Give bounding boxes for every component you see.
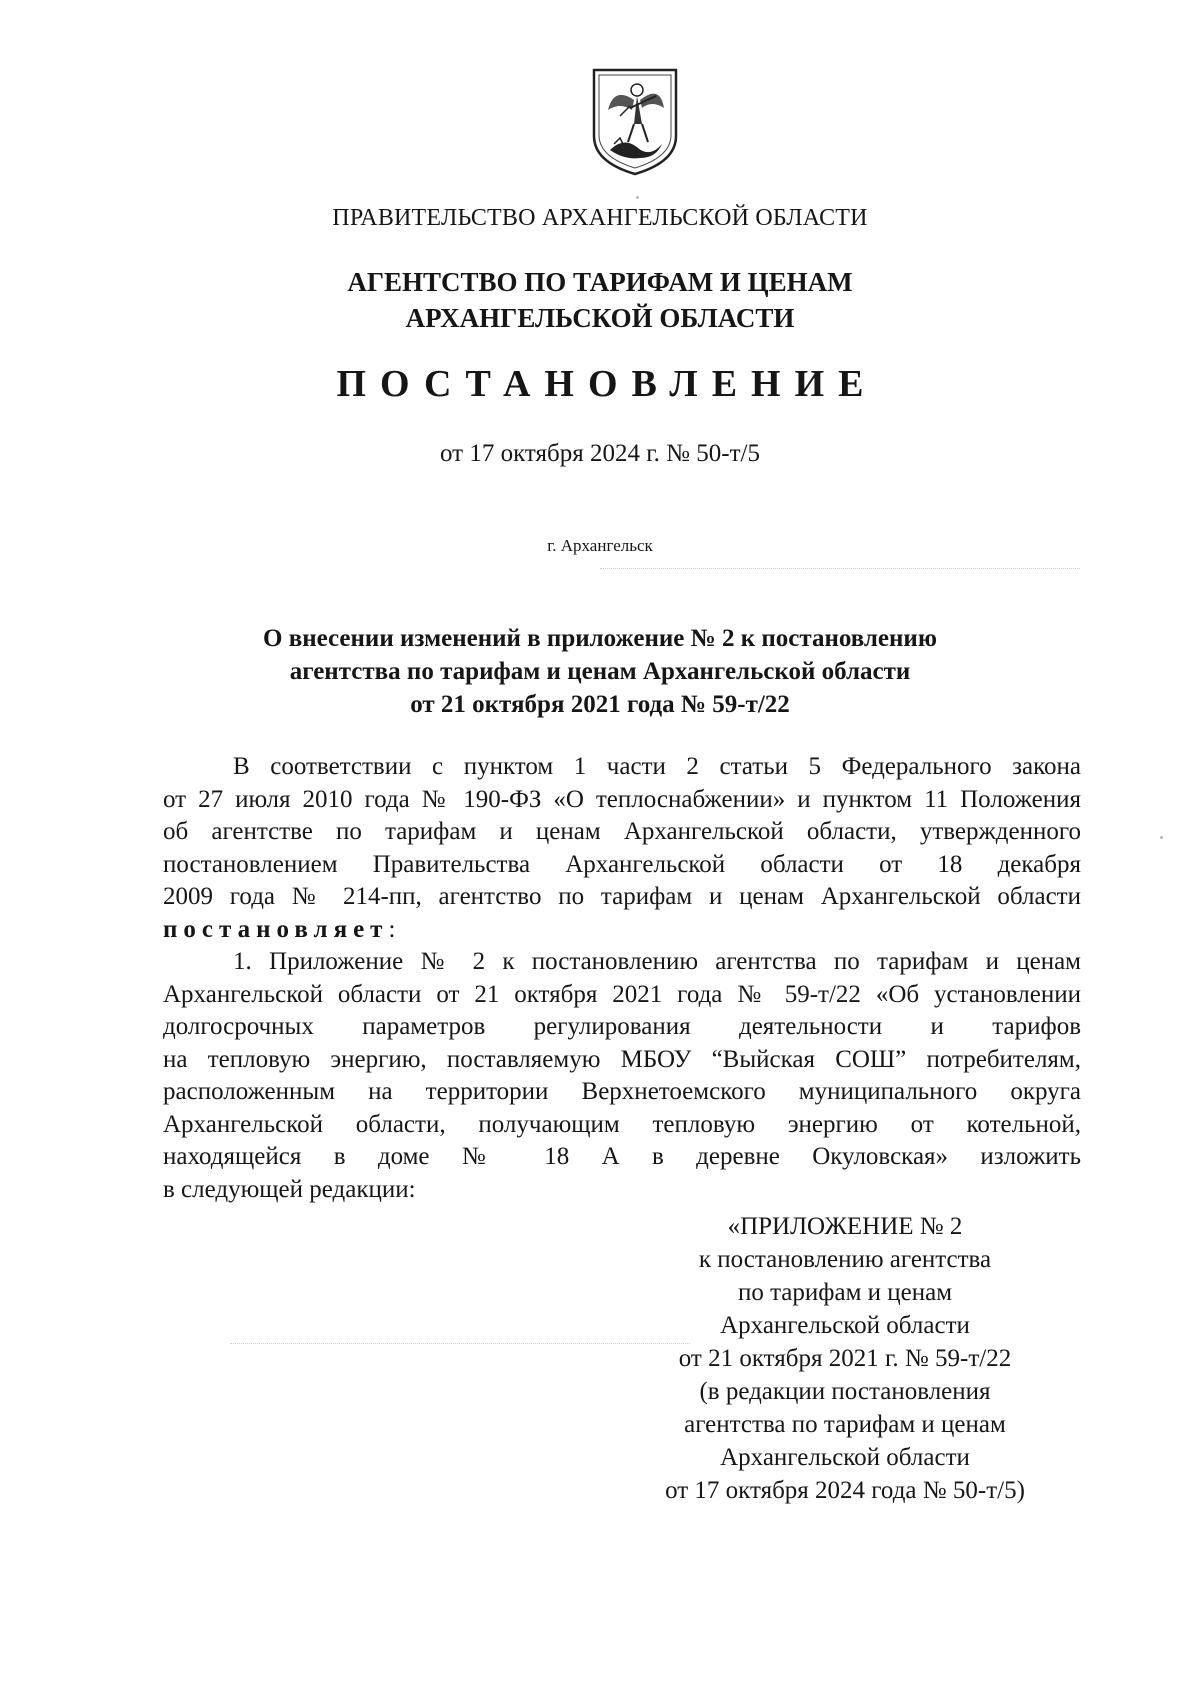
appendix-line: агентства по тарифам и ценам xyxy=(684,1411,1006,1438)
body-line: 2009 года № 214-пп, агентство по тарифам и ценам Архангельской области xyxy=(163,883,1081,910)
document-date-number: от 17 октября 2024 г. № 50-т/5 xyxy=(440,440,760,467)
body-line xyxy=(163,946,1081,979)
subject-line: от 21 октября 2021 года № 59-т/22 xyxy=(410,691,790,718)
body-line: постановлением Правительства Архангельской области от 18 декабря xyxy=(163,850,1081,878)
document-city: г. Архангельск xyxy=(547,536,653,555)
scan-speck xyxy=(1160,836,1163,839)
body-line: об агентстве по тарифам и ценам Архангельской области, утвержденного xyxy=(163,818,1081,845)
appendix-line: «ПРИЛОЖЕНИЕ № 2 xyxy=(727,1213,963,1240)
scan-speck xyxy=(636,196,639,199)
appendix-line: к постановлению агентства xyxy=(698,1246,992,1273)
government-title: ПРАВИТЕЛЬСТВО АРХАНГЕЛЬСКОЙ ОБЛАСТИ xyxy=(332,205,868,231)
appendix-line: Архангельской области xyxy=(720,1444,970,1471)
document-body xyxy=(163,751,1081,1206)
decides-colon: : xyxy=(388,915,396,943)
appendix-line: от 21 октября 2021 г. № 59-т/22 xyxy=(678,1345,1012,1372)
agency-title xyxy=(0,264,1200,336)
appendix-line: от 17 октября 2024 года № 50-т/5) xyxy=(665,1477,1025,1504)
body-line: расположенным на территории Верхнетоемского муниципального округа xyxy=(163,1078,1081,1105)
body-line-text: В соответствии с пунктом 1 части 2 статьи 5 Федерального закона xyxy=(233,753,1081,780)
body-line xyxy=(163,751,1081,784)
body-line: находящейся в доме № 18 А в деревне Окуловская» изложить xyxy=(163,1143,1081,1170)
appendix-line: по тарифам и ценам xyxy=(737,1279,953,1306)
body-line: долгосрочных параметров регулирования деятельности и тарифов xyxy=(163,1013,1081,1040)
scan-divider xyxy=(600,568,1080,569)
agency-title-line1: АГЕНТСТВО ПО ТАРИФАМ И ЦЕНАМ xyxy=(347,267,853,297)
agency-title-line2: АРХАНГЕЛЬСКОЙ ОБЛАСТИ xyxy=(405,303,795,333)
appendix-line: Архангельской области xyxy=(720,1312,970,1339)
body-line: на тепловую энергию, поставляемую МБОУ “Выйская СОШ” потребителям, xyxy=(163,1045,1081,1073)
document-subject xyxy=(0,622,1200,721)
scan-artifact-line xyxy=(230,1343,690,1344)
body-line-text: 1. Приложение № 2 к постановлению агентства по тарифам и ценам xyxy=(233,948,1081,975)
appendix-line: (в редакции постановления xyxy=(699,1378,991,1405)
body-line: от 27 июля 2010 года № 190-ФЗ «О теплоснабжении» и пунктом 11 Положения xyxy=(163,785,1081,813)
decides-word: постановляет xyxy=(163,915,389,943)
decision-line xyxy=(163,914,1081,947)
subject-line: О внесении изменений в приложение № 2 к постановлению xyxy=(263,625,937,652)
body-line: в следующей редакции: xyxy=(163,1175,416,1203)
subject-line: агентства по тарифам и ценам Архангельской области xyxy=(289,658,911,685)
body-line: Архангельской области от 21 октября 2021 года № 59-т/22 «Об установлении xyxy=(163,980,1081,1008)
coat-of-arms-emblem-icon xyxy=(590,66,680,178)
appendix-block xyxy=(640,1210,1050,1507)
body-line: Архангельской области, получающим тепловую энергию от котельной, xyxy=(163,1110,1081,1138)
document-type: ПОСТАНОВЛЕНИЕ xyxy=(336,363,878,405)
